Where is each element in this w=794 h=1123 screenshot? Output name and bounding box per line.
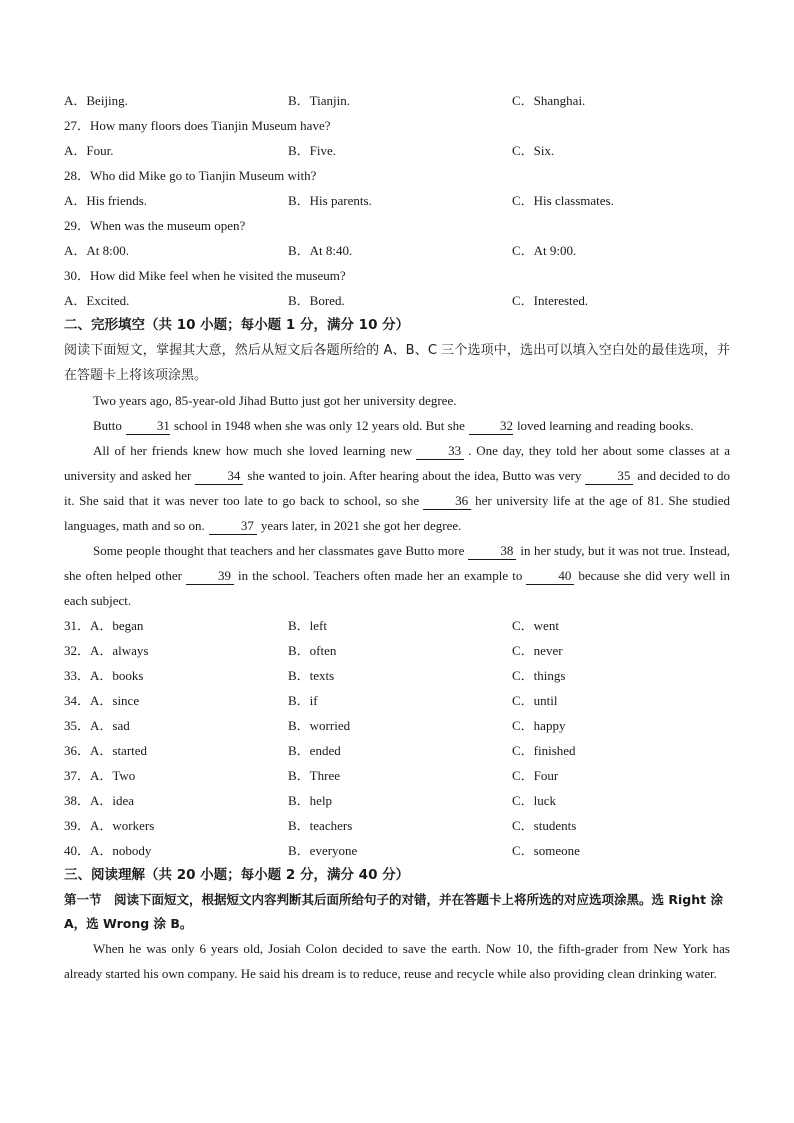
cloze-option-row-35: 35．A．sad B．worried C．happy	[64, 718, 566, 733]
cloze-option-row-38: 38．A．idea B．help C．luck	[64, 793, 557, 808]
option-b: B．His parents.	[288, 193, 372, 208]
blank-39: 39	[186, 568, 234, 585]
blank-35: 35	[585, 468, 633, 485]
option-b: B．Tianjin.	[288, 93, 351, 108]
blank-31: 31	[126, 418, 170, 435]
q29-options	[64, 238, 730, 263]
blank-36: 36	[423, 493, 471, 510]
blank-34: 34	[195, 468, 243, 485]
passage-paragraph-1: Two years ago, 85-year-old Jihad Butto just got her university degree.	[93, 393, 457, 408]
passage-paragraph-4: Some people thought that teachers and her classmates gave Butto more 38 in her study, but it was not true. Instead, she often helped other 39 in the school. Teachers often made her an example to 40 because she did very well in each subject.	[64, 543, 730, 608]
q27-options	[64, 138, 730, 163]
cloze-option-row-37: 37．A．Two B．Three C．Four	[64, 768, 559, 783]
question-30: 30．How did Mike feel when he visited the museum?	[64, 268, 346, 283]
option-a: A．His friends.	[64, 193, 148, 208]
question-28: 28．Who did Mike go to Tianjin Museum with?	[64, 168, 317, 183]
blank-33: 33	[416, 443, 464, 460]
question-29: 29．When was the museum open?	[64, 218, 246, 233]
exam-page	[64, 88, 730, 986]
option-c: C．Interested.	[512, 293, 589, 308]
option-c: C．Shanghai.	[512, 93, 586, 108]
option-a: A．Four.	[64, 143, 114, 158]
option-c: C．Six.	[512, 143, 555, 158]
option-b: B．Five.	[288, 143, 337, 158]
cloze-option-row-34: 34．A．since B．if C．until	[64, 693, 558, 708]
cloze-option-row-40: 40．A．nobody B．everyone C．someone	[64, 843, 580, 858]
option-b: B．At 8:40.	[288, 243, 353, 258]
cloze-option-row-33: 33．A．books B．texts C．things	[64, 668, 566, 683]
q28-options	[64, 188, 730, 213]
section2-instruction: 阅读下面短文，掌握其大意，然后从短文后各题所给的 A、B、C 三个选项中，选出可以填入空白处的最佳选项，并在答题卡上将该项涂黑。	[64, 343, 730, 383]
blank-37: 37	[209, 518, 257, 535]
reading-passage: When he was only 6 years old, Josiah Colon decided to save the earth. Now 10, the fifth-grader from New York has already started his own company. He said his dream is to reduce, reuse and recycle while also providing clean drinking water.	[64, 941, 730, 981]
q30-options	[64, 288, 730, 313]
cloze-option-row-36: 36．A．started B．ended C．finished	[64, 743, 576, 758]
q26-options	[64, 88, 730, 113]
passage-paragraph-3: All of her friends knew how much she loved learning new 33 . One day, they told her about some classes at a university and asked her 34 she wanted to join. After hearing about the idea, Butto was very 35 and decided to do it. She said that it was never too late to go back to school, so she 36 her university life at the age of 81. She studied languages, math and so on. 37 years later, in 2021 she got her degree.	[64, 443, 731, 533]
option-a: A．Beijing.	[64, 93, 128, 108]
cloze-option-row-31: 31．A．began B．left C．went	[64, 618, 559, 633]
section2-heading: 二、完形填空（共 10 小题；每小题 1 分，满分 10 分）	[64, 317, 410, 333]
option-a: A．At 8:00.	[64, 243, 130, 258]
section3-heading: 三、阅读理解（共 20 小题；每小题 2 分，满分 40 分）	[64, 867, 410, 883]
option-c: C．At 9:00.	[512, 243, 577, 258]
cloze-option-row-39: 39．A．workers B．teachers C．students	[64, 818, 577, 833]
passage-paragraph-2: Butto 31 school in 1948 when she was only 12 years old. But she 32 loved learning and reading books.	[93, 418, 694, 433]
cloze-option-row-32: 32．A．always B．often C．never	[64, 643, 563, 658]
option-a: A．Excited.	[64, 293, 130, 308]
blank-32: 32	[469, 418, 513, 435]
blank-38: 38	[468, 543, 516, 560]
question-27: 27．How many floors does Tianjin Museum have?	[64, 118, 331, 133]
option-b: B．Bored.	[288, 293, 345, 308]
option-c: C．His classmates.	[512, 193, 614, 208]
cloze-options	[64, 613, 730, 863]
blank-40: 40	[526, 568, 574, 585]
section3-instruction: 第一节 阅读下面短文，根据短文内容判断其后面所给句子的对错，并在答题卡上将所选的对应选项涂黑。选 Right 涂 A，选 Wrong 涂 B。	[64, 892, 723, 931]
